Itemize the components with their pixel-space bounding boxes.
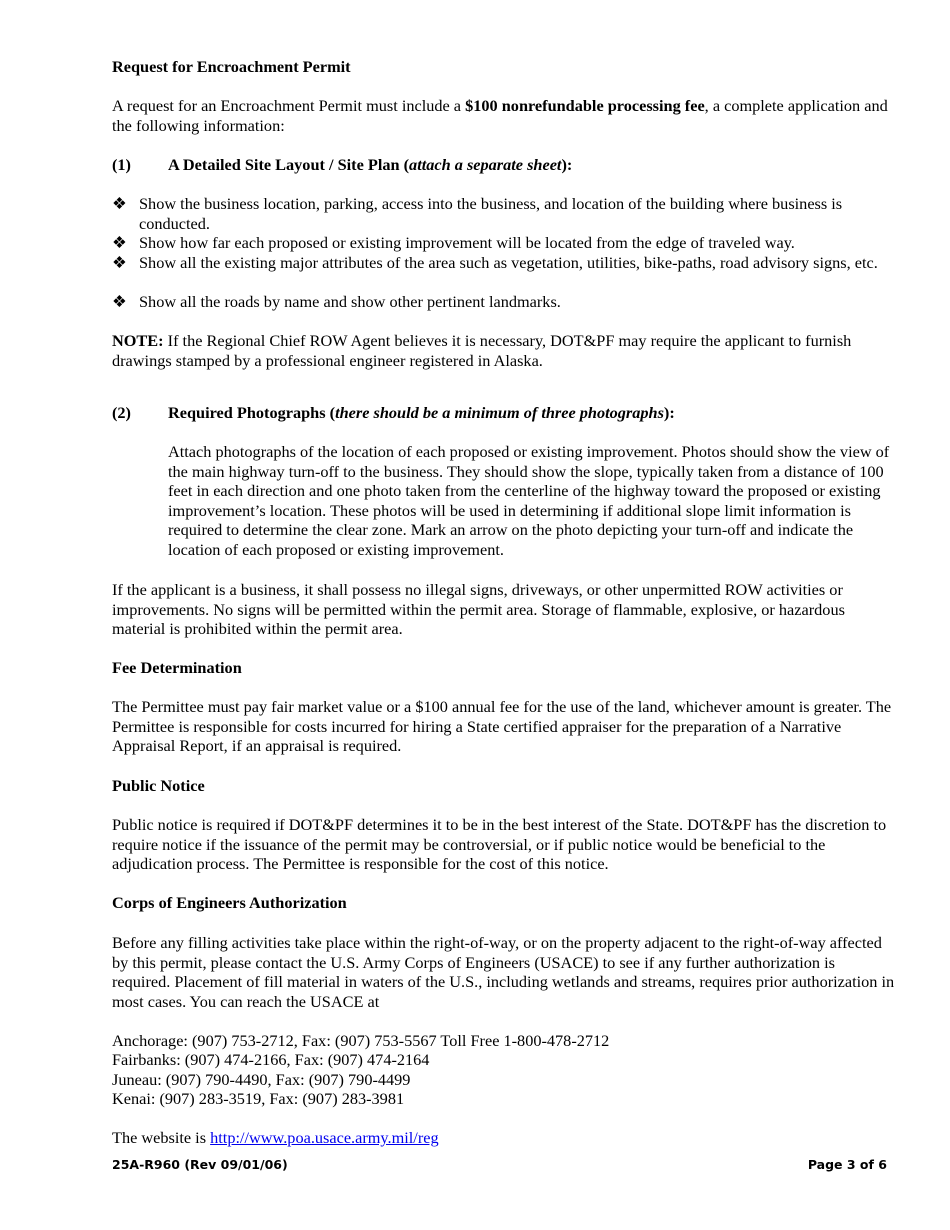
note-paragraph	[112, 331, 897, 370]
bullet-diamond-icon: ❖	[112, 253, 127, 272]
contact-line-fairbanks: Fairbanks: (907) 474-2166, Fax: (907) 474-2164	[112, 1050, 430, 1069]
section2-title-pre: Required Photographs (	[168, 403, 336, 422]
section2-title-italic: there should be a minimum of three photographs	[335, 403, 664, 422]
section2-body: Attach photographs of the location of each proposed or existing improvement. Photos should show the view of the main highway turn-off to the business. They should show the slope, typically taken from a distance of 100 feet in each direction and one photo taken from the centerline of the highway toward the proposed or existing improvement’s location. These photos will be used in determining if additional slope limit information is required to determine the clear zone. Mark an arrow on the photo depicting your turn-off and indicate the location of each proposed or existing improvement.	[168, 442, 890, 559]
note-text: If the Regional Chief ROW Agent believes it is necessary, DOT&PF may require the applicant to furnish drawings stamped by a professional engineer registered in Alaska.	[112, 331, 852, 370]
note-label: NOTE:	[112, 331, 164, 350]
footer-form-id: 25A-R960 (Rev 09/01/06)	[112, 1157, 288, 1172]
public-notice-paragraph: Public notice is required if DOT&PF determines it to be in the best interest of the State. DOT&PF has the discretion to require notice if the issuance of the permit may be controversial, or if public notice would be beneficial to the adjudication process. The Permittee is responsible for the cost of this notice.	[112, 815, 887, 874]
business-paragraph: If the applicant is a business, it shall possess no illegal signs, driveways, or other unpermitted ROW activities or improvements. No signs will be permitted within the permit area. Storage of flammable, explosive, or hazardous material is prohibited within the permit area.	[112, 580, 845, 639]
bullet-text: Show all the roads by name and show other pertinent landmarks.	[139, 292, 561, 311]
heading-request: Request for Encroachment Permit	[112, 57, 351, 76]
corps-paragraph: Before any filling activities take place within the right-of-way, or on the property adjacent to the right-of-way affected by this permit, please contact the U.S. Army Corps of Engineers (USACE) to see if any further authorization is required. Placement of fill material in waters of the U.S., including wetlands and streams, requires prior authorization in most cases. You can reach the USACE at	[112, 933, 895, 1011]
bullet-diamond-icon: ❖	[112, 233, 127, 252]
section2-title-post: ):	[663, 403, 675, 422]
contact-line-anchorage: Anchorage: (907) 753-2712, Fax: (907) 753-5567 Toll Free 1-800-478-2712	[112, 1031, 610, 1050]
section1-title-pre: A Detailed Site Layout / Site Plan (	[168, 155, 410, 174]
intro-paragraph	[112, 96, 897, 135]
fee-paragraph: The Permittee must pay fair market value or a $100 annual fee for the use of the land, whichever amount is greater. The Permittee is responsible for costs incurred for hiring a State certified appraiser for the preparation of a Narrative Appraisal Report, if an appraisal is required.	[112, 697, 892, 756]
website-label: The website is	[112, 1128, 211, 1147]
section1-title-italic: attach a separate sheet	[409, 155, 562, 174]
intro-text-pre: A request for an Encroachment Permit must include a	[112, 96, 466, 115]
footer-page-number: Page 3 of 6	[807, 1157, 887, 1172]
intro-text-post: , a complete application and the following information:	[112, 96, 888, 135]
bullet-text: Show the business location, parking, access into the business, and location of the building where business is conducted.	[139, 194, 843, 233]
website-line	[112, 1128, 897, 1148]
usace-website-link[interactable]: http://www.poa.usace.army.mil/reg	[210, 1128, 439, 1147]
section1-title	[168, 155, 888, 175]
bullet-diamond-icon: ❖	[112, 292, 127, 311]
section1-number: (1)	[112, 155, 131, 174]
heading-corps-authorization: Corps of Engineers Authorization	[112, 893, 347, 912]
contact-line-kenai: Kenai: (907) 283-3519, Fax: (907) 283-3981	[112, 1089, 405, 1108]
heading-public-notice: Public Notice	[112, 776, 205, 795]
bullet-text: Show how far each proposed or existing improvement will be located from the edge of traveled way.	[139, 233, 795, 252]
heading-fee-determination: Fee Determination	[112, 658, 242, 677]
section2-number: (2)	[112, 403, 131, 422]
bullet-text: Show all the existing major attributes of the area such as vegetation, utilities, bike-paths, road advisory signs, etc.	[139, 253, 878, 272]
contact-line-juneau: Juneau: (907) 790-4490, Fax: (907) 790-4499	[112, 1070, 411, 1089]
bullet-diamond-icon: ❖	[112, 194, 127, 213]
section2-title	[168, 403, 888, 423]
processing-fee-text: $100 nonrefundable processing fee	[465, 96, 705, 115]
section1-title-post: ):	[561, 155, 573, 174]
